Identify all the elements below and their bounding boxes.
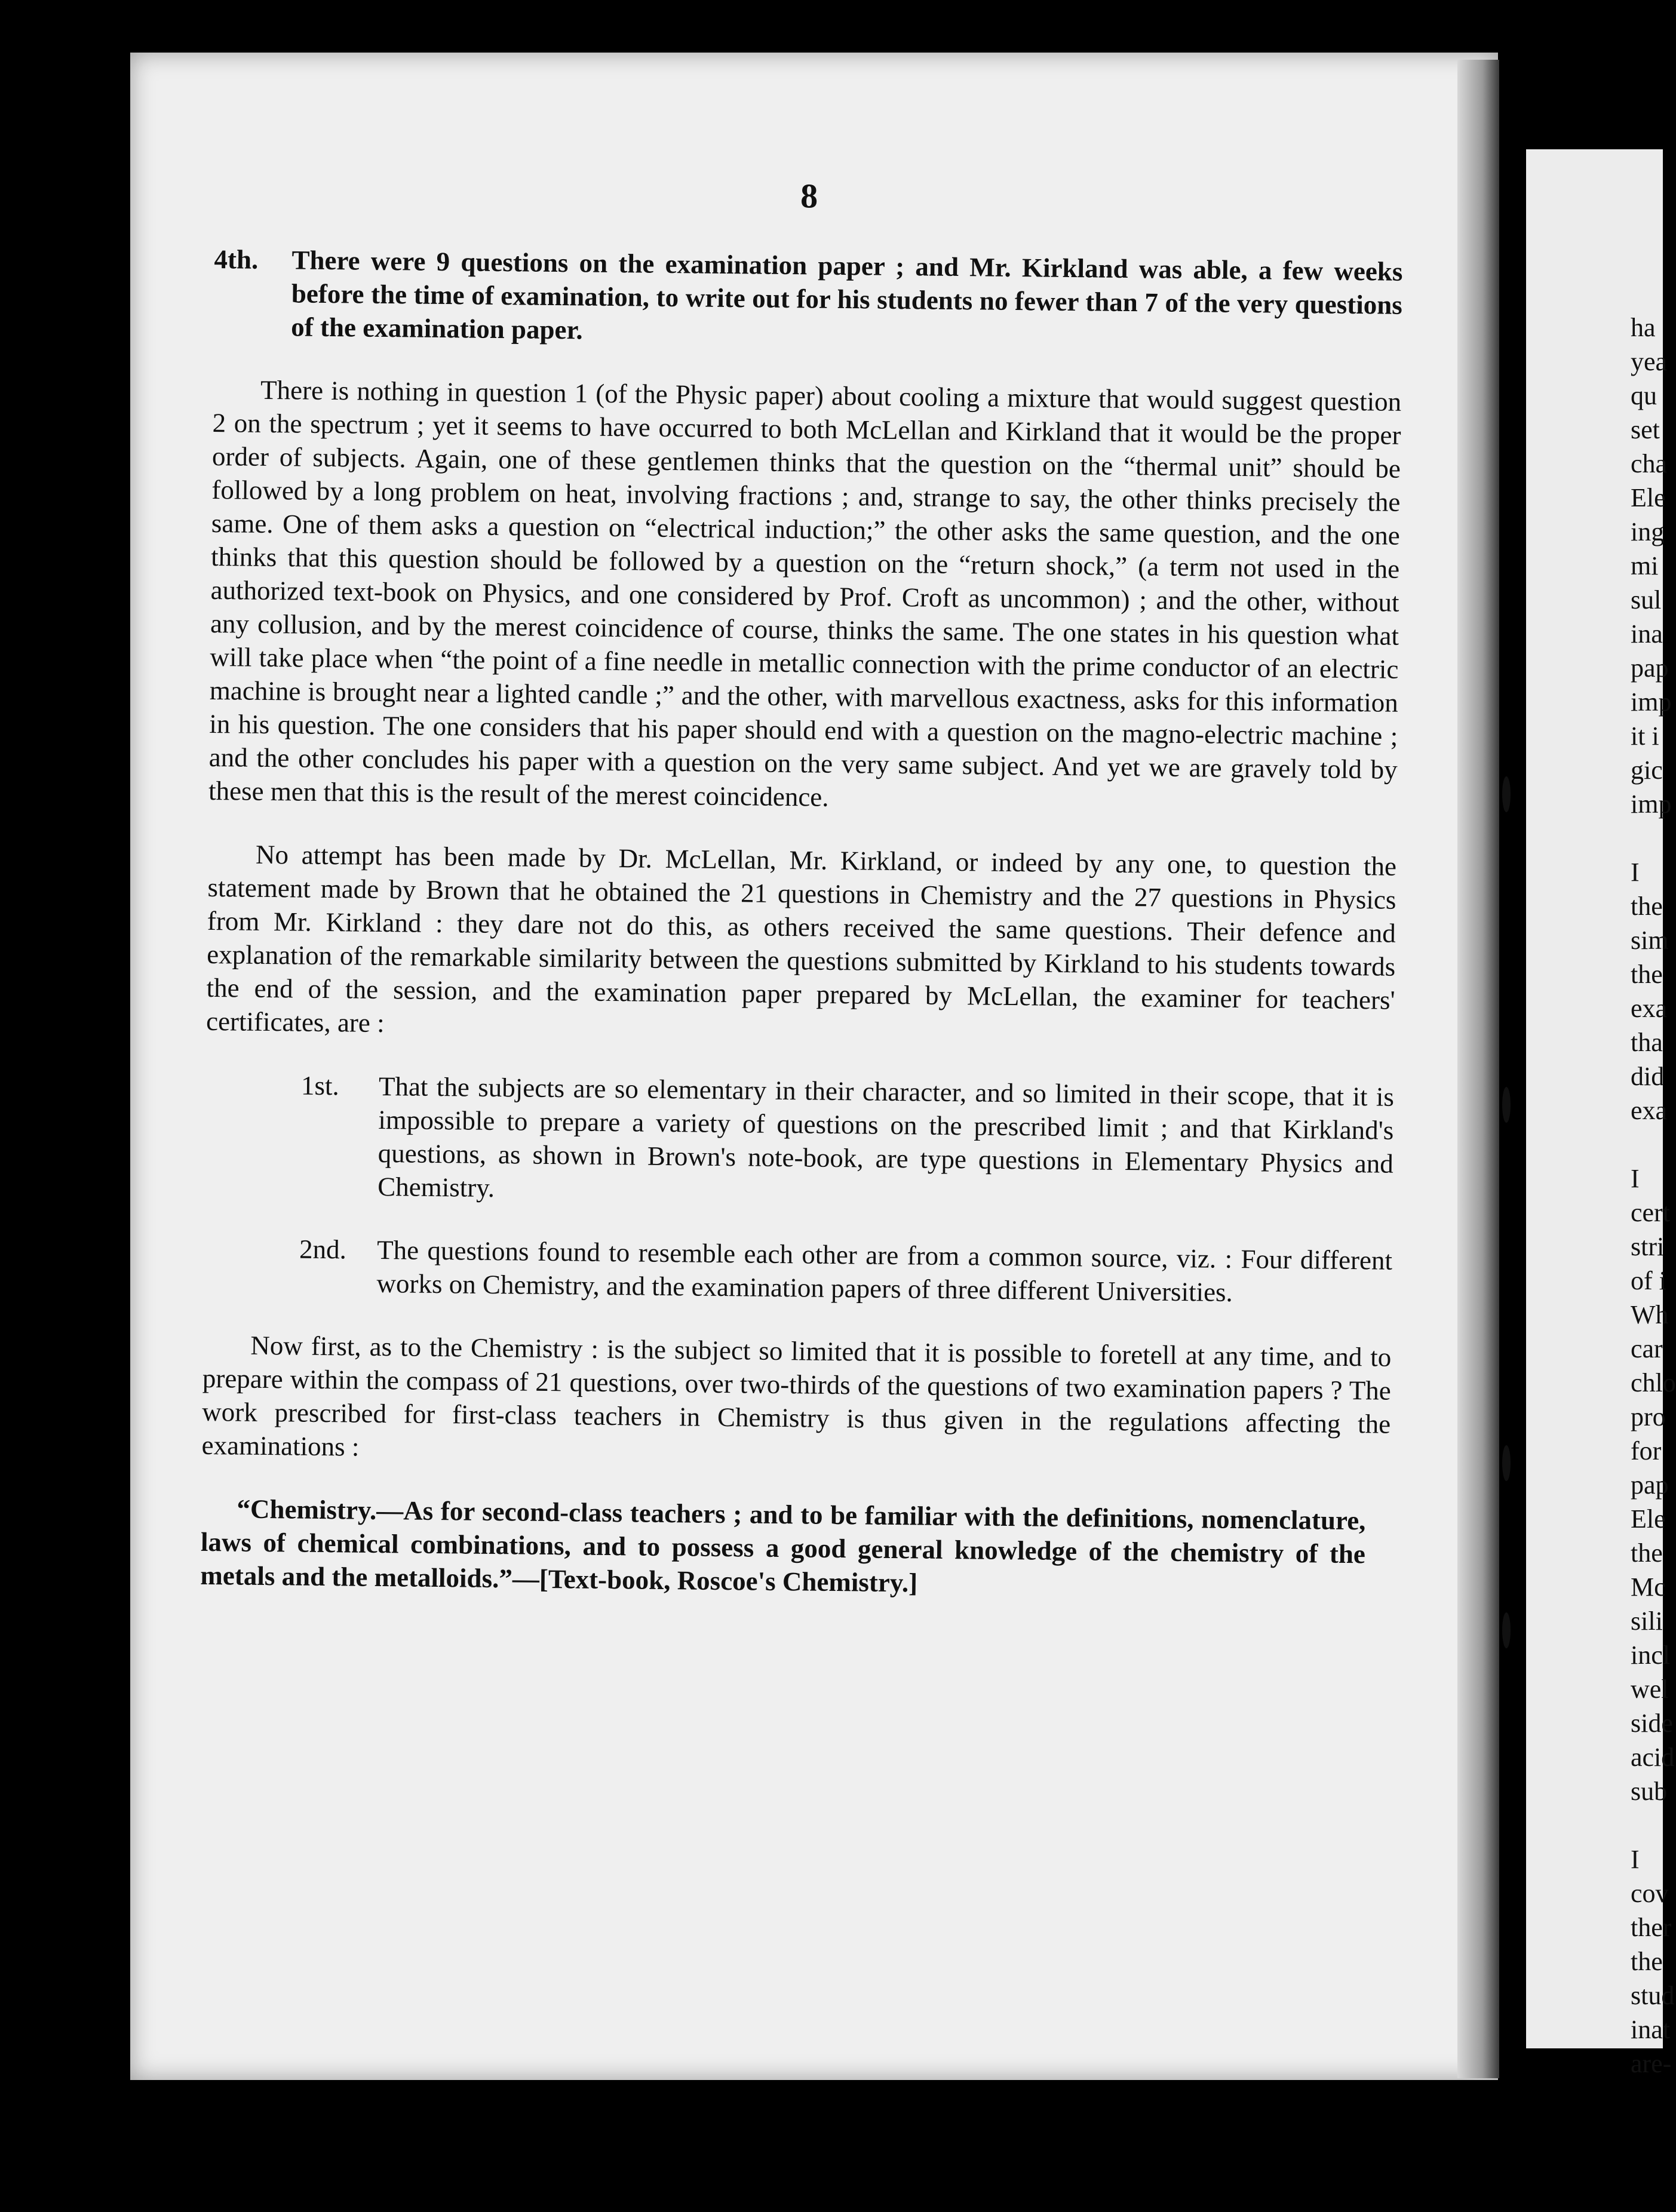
- point-4-text: There were 9 questions on the examination paper ; and Mr. Kirkland was able, a few weeks before the time of examination, to write out for his students no fewer than 7 of the very questions of the examination paper.: [291, 245, 1403, 345]
- paragraph-chemistry: Now first, as to the Chemistry : is the subject so limited that it is possible to foretell at any time, and to prepare within the compass of 21 questions, over two-thirds of the questions of two examination papers ? The work prescribed for first-class teachers in Chemistry is thus given in the regulations affecting the examinations :: [201, 1330, 1392, 1462]
- binding-mark: [1502, 1445, 1511, 1481]
- next-page-fragments: ha yea qu set cha Ele ing mi sul ina pap imp it i gic imp I the sim the exa tha did exa I cert stri of i Wh car chlo pro for pap Ele the Mc sili incl wel side acid sub I cov ther the stud inat are-: [1631, 313, 1676, 2078]
- point-4: [213, 242, 1403, 355]
- binding-mark: [1502, 1087, 1511, 1123]
- page-edge-shadow: [1457, 60, 1499, 2078]
- defence-point-2-text: The questions found to resemble each other are from a common source, viz. : Four different works on Chemistry, and the examination papers of three different Universities.: [376, 1234, 1393, 1307]
- defence-point-1-text: That the subjects are so elementary in their character, and so limited in their scope, that it is impossible to prepare a variety of questions on the prescribed limit ; and that Kirkland's questions, as shown in Brown's note-book, are type questions in Elementary Physics and Chemistry.: [377, 1071, 1395, 1203]
- defence-point-1: [300, 1069, 1394, 1214]
- page-number: 8: [800, 176, 818, 216]
- defence-list: [299, 1069, 1394, 1311]
- paragraph-coincidence: There is nothing in question 1 (of the Physic paper) about cooling a mixture that would suggest question 2 on the spectrum ; yet it seems to have occurred to both McLellan and Kirkland that it would be the proper order of subjects. Again, one of these gentlemen thinks that the question on the “thermal unit” should be followed by a long problem on heat, involving fractions ; and, strange to say, the other thinks precisely the same. One of them asks a question on “electrical induction;” the other asks the same question, and the one thinks that this question should be followed by a question on the “return shock,” (a term not used in the authorized text-book on Physics, and one considered by Prof. Croft as uncommon) ; and the other, without any collusion, and by the merest coincidence of course, thinks the same. The one states in his question what will take place when “the point of a fine needle in metallic connection with the prime conductor of an electric machine is brought near a lighted candle ;” and the other, with marvellous exactness, asks for this information in his question. The one considers that his paper should end with a question on the magno-electric machine ; and the other concludes his paper with a question on the very same subject. And yet we are gravely told by these men that this is the result of the merest coincidence.: [208, 374, 1402, 812]
- defence-point-1-number: 1st.: [300, 1070, 340, 1101]
- point-4-number: 4th.: [214, 244, 259, 275]
- binding-mark: [1502, 776, 1511, 812]
- chemistry-quote: “Chemistry.—As for second-class teachers ; and to be familiar with the definitions, nomenclature, laws of chemical combinations, and to possess a good general knowledge of the chemistry of the metals and the metalloids.”—[Text-book, Roscoe's Chemistry.]: [200, 1494, 1366, 1598]
- defence-point-2: [299, 1233, 1392, 1311]
- paragraph-defence: No attempt has been made by Dr. McLellan, Mr. Kirkland, or indeed by any one, to question the statement made by Brown that he obtained the 21 questions in Chemistry and the 27 questions in Physics from Mr. Kirkland : they dare not do this, as others received the same questions. Their defence and explanation of the remarkable similarity between the questions submitted by Kirkland to his students towards the end of the session, and the examination paper prepared by McLellan, the examiner for teachers' certificates, are :: [205, 839, 1397, 1039]
- page-text: [200, 173, 1404, 1605]
- binding-mark: [1502, 1612, 1511, 1648]
- defence-point-2-number: 2nd.: [299, 1234, 347, 1265]
